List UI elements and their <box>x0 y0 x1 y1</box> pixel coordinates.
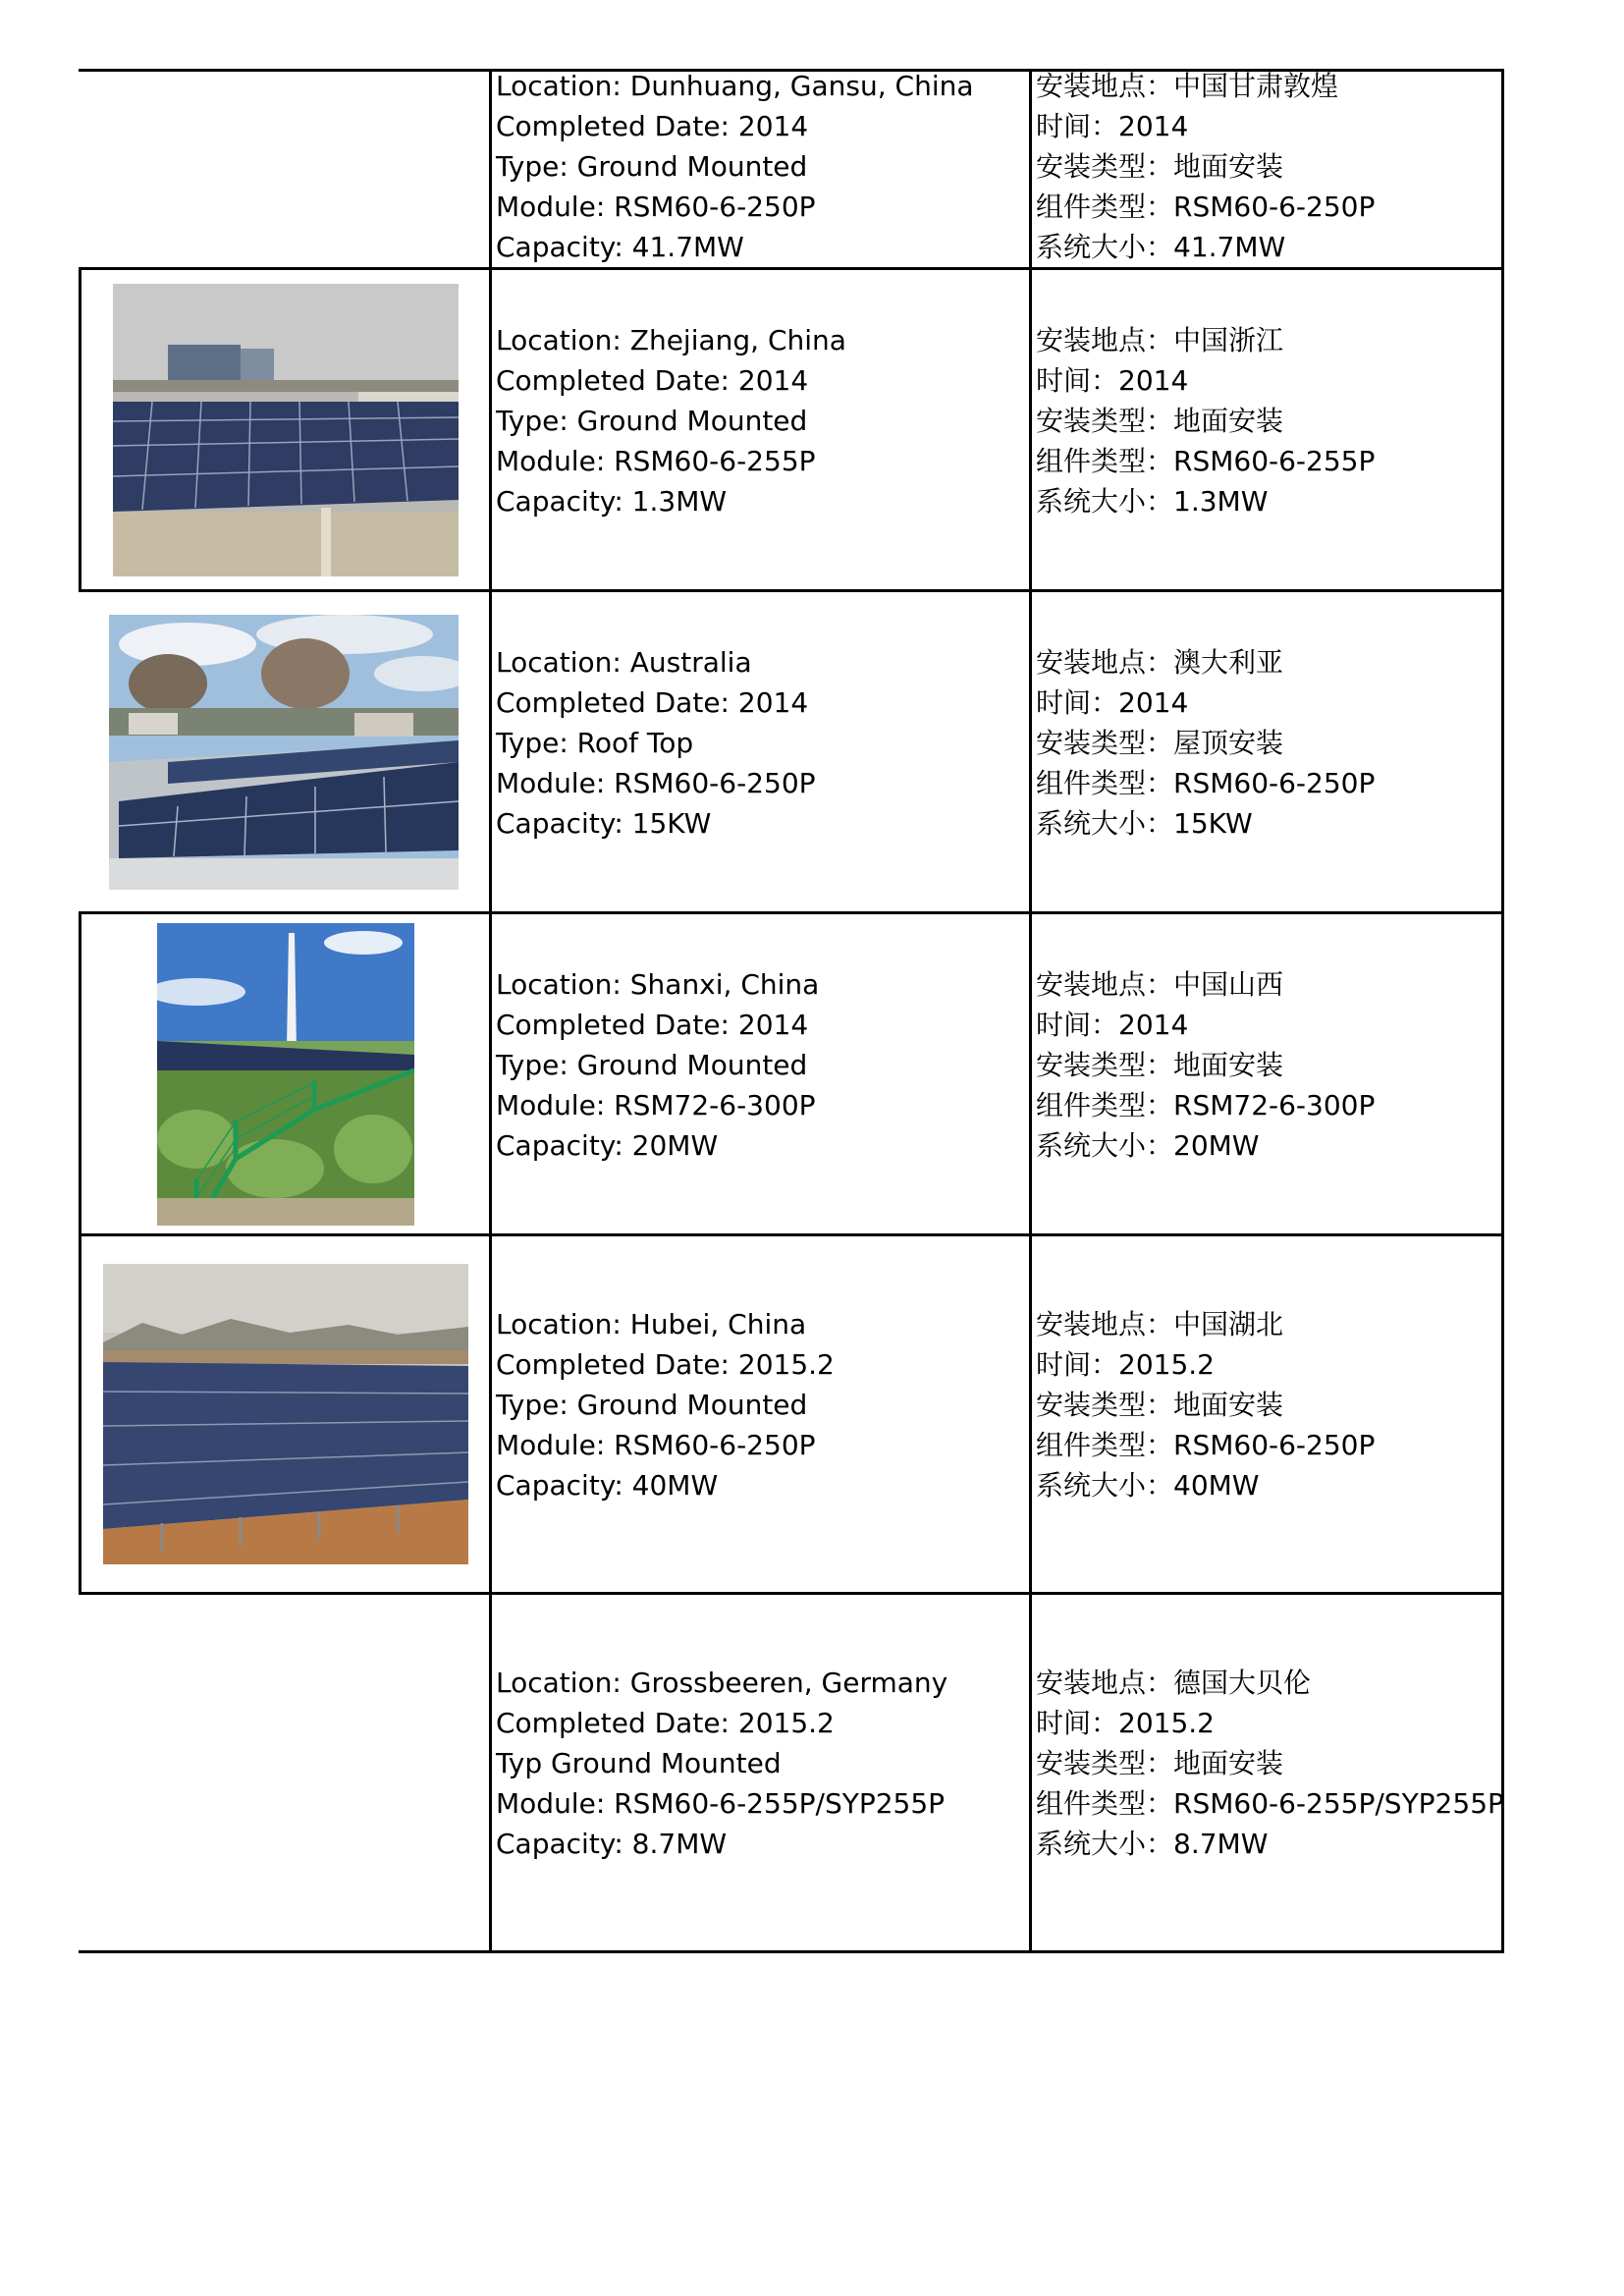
location-text: Location: Hubei, China <box>496 1307 807 1340</box>
photo-cell <box>81 914 489 1233</box>
photo-cell <box>81 1236 489 1592</box>
location-text: Location: Grossbeeren, Germany <box>496 1666 948 1699</box>
module-text-zh: 组件类型：RSM60-6-255P/SYP255P <box>1036 1786 1504 1820</box>
module-text-zh: 组件类型：RSM72-6-300P <box>1036 1089 1376 1121</box>
module-text: Module: RSM72-6-300P <box>496 1089 816 1121</box>
photo-cell <box>79 592 489 911</box>
type-text-zh: 安装类型：地面安装 <box>1036 405 1284 437</box>
type-text: Type: Roof Top <box>496 727 694 759</box>
capacity-text-zh: 系统大小：1.3MW <box>1036 485 1269 518</box>
table-row <box>79 69 1504 270</box>
type-text-zh: 安装类型：地面安装 <box>1036 1049 1284 1081</box>
type-text: Typ Ground Mounted <box>496 1746 782 1779</box>
capacity-text-zh: 系统大小：20MW <box>1036 1129 1260 1162</box>
table-row <box>79 1595 1504 1953</box>
location-text-zh: 安装地点：中国湖北 <box>1036 1307 1284 1340</box>
english-info-cell <box>489 914 1029 1233</box>
type-text-zh: 安装类型：地面安装 <box>1036 150 1284 183</box>
table-row <box>79 914 1504 1236</box>
location-text: Location: Australia <box>496 646 752 679</box>
english-info-cell <box>489 72 1029 267</box>
type-text: Type: Ground Mounted <box>496 150 808 183</box>
type-text-zh: 安装类型：地面安装 <box>1036 1746 1284 1779</box>
date-text: Completed Date: 2014 <box>496 364 809 397</box>
module-text: Module: RSM60-6-255P <box>496 445 816 477</box>
date-text-zh: 时间：2014 <box>1036 1009 1189 1041</box>
table-row <box>79 270 1504 592</box>
location-text: Location: Shanxi, China <box>496 968 820 1001</box>
type-text-zh: 安装类型：屋顶安装 <box>1036 727 1284 759</box>
chinese-info-cell <box>1029 270 1504 589</box>
date-text-zh: 时间：2014 <box>1036 686 1189 719</box>
location-text: Location: Zhejiang, China <box>496 324 846 356</box>
english-info-cell <box>489 1595 1029 1950</box>
project-table <box>79 69 1504 1953</box>
capacity-text: Capacity: 20MW <box>496 1129 719 1162</box>
capacity-text: Capacity: 15KW <box>496 807 712 840</box>
photo-cell-empty <box>79 1595 489 1950</box>
shanxi-ground-photo <box>157 923 414 1226</box>
chinese-info-cell <box>1029 1236 1504 1592</box>
english-info-cell <box>489 270 1029 589</box>
location-text-zh: 安装地点：澳大利亚 <box>1036 646 1284 679</box>
photo-cell <box>81 270 489 589</box>
chinese-info-cell <box>1029 914 1504 1233</box>
chinese-info-cell <box>1029 72 1504 267</box>
hubei-ground-photo <box>103 1264 468 1564</box>
photo-cell-empty <box>79 72 489 267</box>
australia-rooftop-photo <box>109 615 459 890</box>
location-text: Location: Dunhuang, Gansu, China <box>496 70 974 102</box>
capacity-text: Capacity: 8.7MW <box>496 1827 728 1860</box>
capacity-text-zh: 系统大小：41.7MW <box>1036 231 1286 263</box>
capacity-text-zh: 系统大小：15KW <box>1036 807 1253 840</box>
module-text-zh: 组件类型：RSM60-6-250P <box>1036 191 1376 223</box>
date-text-zh: 时间：2015.2 <box>1036 1347 1215 1381</box>
type-text: Type: Ground Mounted <box>496 405 808 437</box>
type-text: Type: Ground Mounted <box>496 1388 808 1421</box>
module-text-zh: 组件类型：RSM60-6-250P <box>1036 767 1376 799</box>
date-text-zh: 时间：2014 <box>1036 364 1189 397</box>
module-text: Module: RSM60-6-250P <box>496 191 816 223</box>
date-text: Completed Date: 2014 <box>496 686 809 719</box>
english-info-cell <box>489 592 1029 911</box>
date-text: Completed Date: 2015.2 <box>496 1706 835 1739</box>
location-text-zh: 安装地点：中国甘肃敦煌 <box>1036 70 1339 102</box>
date-text-zh: 时间：2014 <box>1036 110 1189 142</box>
module-text-zh: 组件类型：RSM60-6-250P <box>1036 1428 1376 1461</box>
capacity-text-zh: 系统大小：8.7MW <box>1036 1827 1269 1860</box>
date-text: Completed Date: 2014 <box>496 1009 809 1041</box>
table-row <box>79 592 1504 914</box>
module-text: Module: RSM60-6-255P/SYP255P <box>496 1786 946 1820</box>
date-text-zh: 时间：2015.2 <box>1036 1706 1215 1739</box>
english-info-cell <box>489 1236 1029 1592</box>
capacity-text: Capacity: 1.3MW <box>496 485 728 518</box>
capacity-text: Capacity: 40MW <box>496 1468 719 1502</box>
location-text-zh: 安装地点：德国大贝伦 <box>1036 1666 1312 1699</box>
chinese-info-cell <box>1029 1595 1504 1950</box>
module-text: Module: RSM60-6-250P <box>496 767 816 799</box>
type-text: Type: Ground Mounted <box>496 1049 808 1081</box>
module-text: Module: RSM60-6-250P <box>496 1428 816 1461</box>
location-text-zh: 安装地点：中国山西 <box>1036 968 1284 1001</box>
location-text-zh: 安装地点：中国浙江 <box>1036 324 1284 356</box>
zhejiang-rooftop-photo <box>113 284 459 576</box>
date-text: Completed Date: 2015.2 <box>496 1347 835 1381</box>
chinese-info-cell <box>1029 592 1504 911</box>
module-text-zh: 组件类型：RSM60-6-255P <box>1036 445 1376 477</box>
type-text-zh: 安装类型：地面安装 <box>1036 1388 1284 1421</box>
date-text: Completed Date: 2014 <box>496 110 809 142</box>
capacity-text: Capacity: 41.7MW <box>496 231 744 263</box>
table-row <box>79 1236 1504 1595</box>
capacity-text-zh: 系统大小：40MW <box>1036 1468 1260 1502</box>
